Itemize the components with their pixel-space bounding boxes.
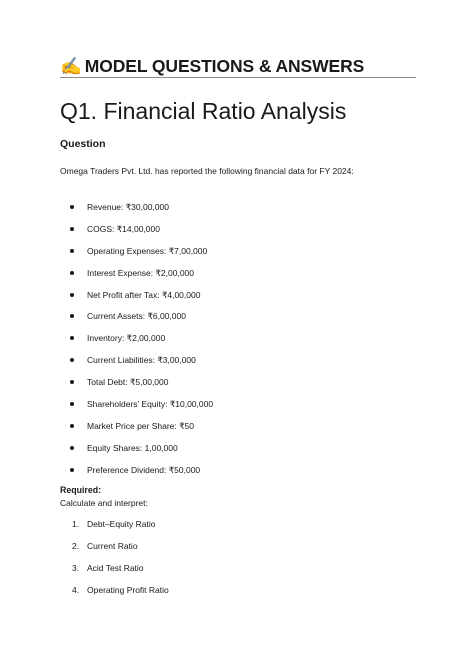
list-item-text: Inventory: ₹2,00,000 [87,333,166,344]
required-note: Calculate and interpret: [60,498,148,508]
list-item-text: Equity Shares: 1,00,000 [87,442,178,453]
task-label: Current Ratio [87,540,138,551]
question-intro: Omega Traders Pvt. Ltd. has reported the following financial data for FY 2024: [60,166,354,176]
bullet-icon [70,468,74,472]
bullet-icon [70,402,74,406]
list-item-text: Market Price per Share: ₹50 [87,420,194,431]
list-item-text: Shareholders’ Equity: ₹10,00,000 [87,399,214,410]
task-number: 2. [72,540,80,551]
list-item-text: Current Liabilities: ₹3,00,000 [87,355,196,366]
bullet-icon [70,314,74,318]
bullet-icon [70,336,74,340]
list-item-text: Total Debt: ₹5,00,000 [87,377,169,388]
bullet-icon [70,446,74,450]
list-item-text: Net Profit after Tax: ₹4,00,000 [87,289,201,300]
task-label: Acid Test Ratio [87,562,144,573]
list-item-text: Operating Expenses: ₹7,00,000 [87,245,208,256]
horizontal-rule [60,77,416,78]
bullet-icon [70,205,74,209]
section-heading-label: MODEL QUESTIONS & ANSWERS [84,56,365,76]
list-item-text: COGS: ₹14,00,000 [87,223,160,234]
bullet-icon [70,380,74,384]
bullet-icon [70,293,74,297]
bullet-icon [70,424,74,428]
list-item-text: Interest Expense: ₹2,00,000 [87,267,195,278]
bullet-icon [70,227,74,231]
task-number: 1. [72,519,80,529]
task-label: Debt–Equity Ratio [87,519,156,529]
list-item-text: Preference Dividend: ₹50,000 [87,464,201,475]
list-item-text: Revenue: ₹30,00,000 [87,202,169,212]
bullet-icon [70,358,74,362]
question-subheading: Question [60,138,106,150]
bullet-icon [70,271,74,275]
list-item-text: Current Assets: ₹6,00,000 [87,311,186,322]
question-title: Q1. Financial Ratio Analysis [60,98,347,124]
section-heading [60,56,364,77]
bullet-icon [70,249,74,253]
writing-hand-icon: ✍ [60,56,82,76]
required-label: Required: [60,485,102,495]
task-number: 3. [72,562,80,573]
task-number: 4. [72,584,80,595]
task-label: Operating Profit Ratio [87,584,169,595]
